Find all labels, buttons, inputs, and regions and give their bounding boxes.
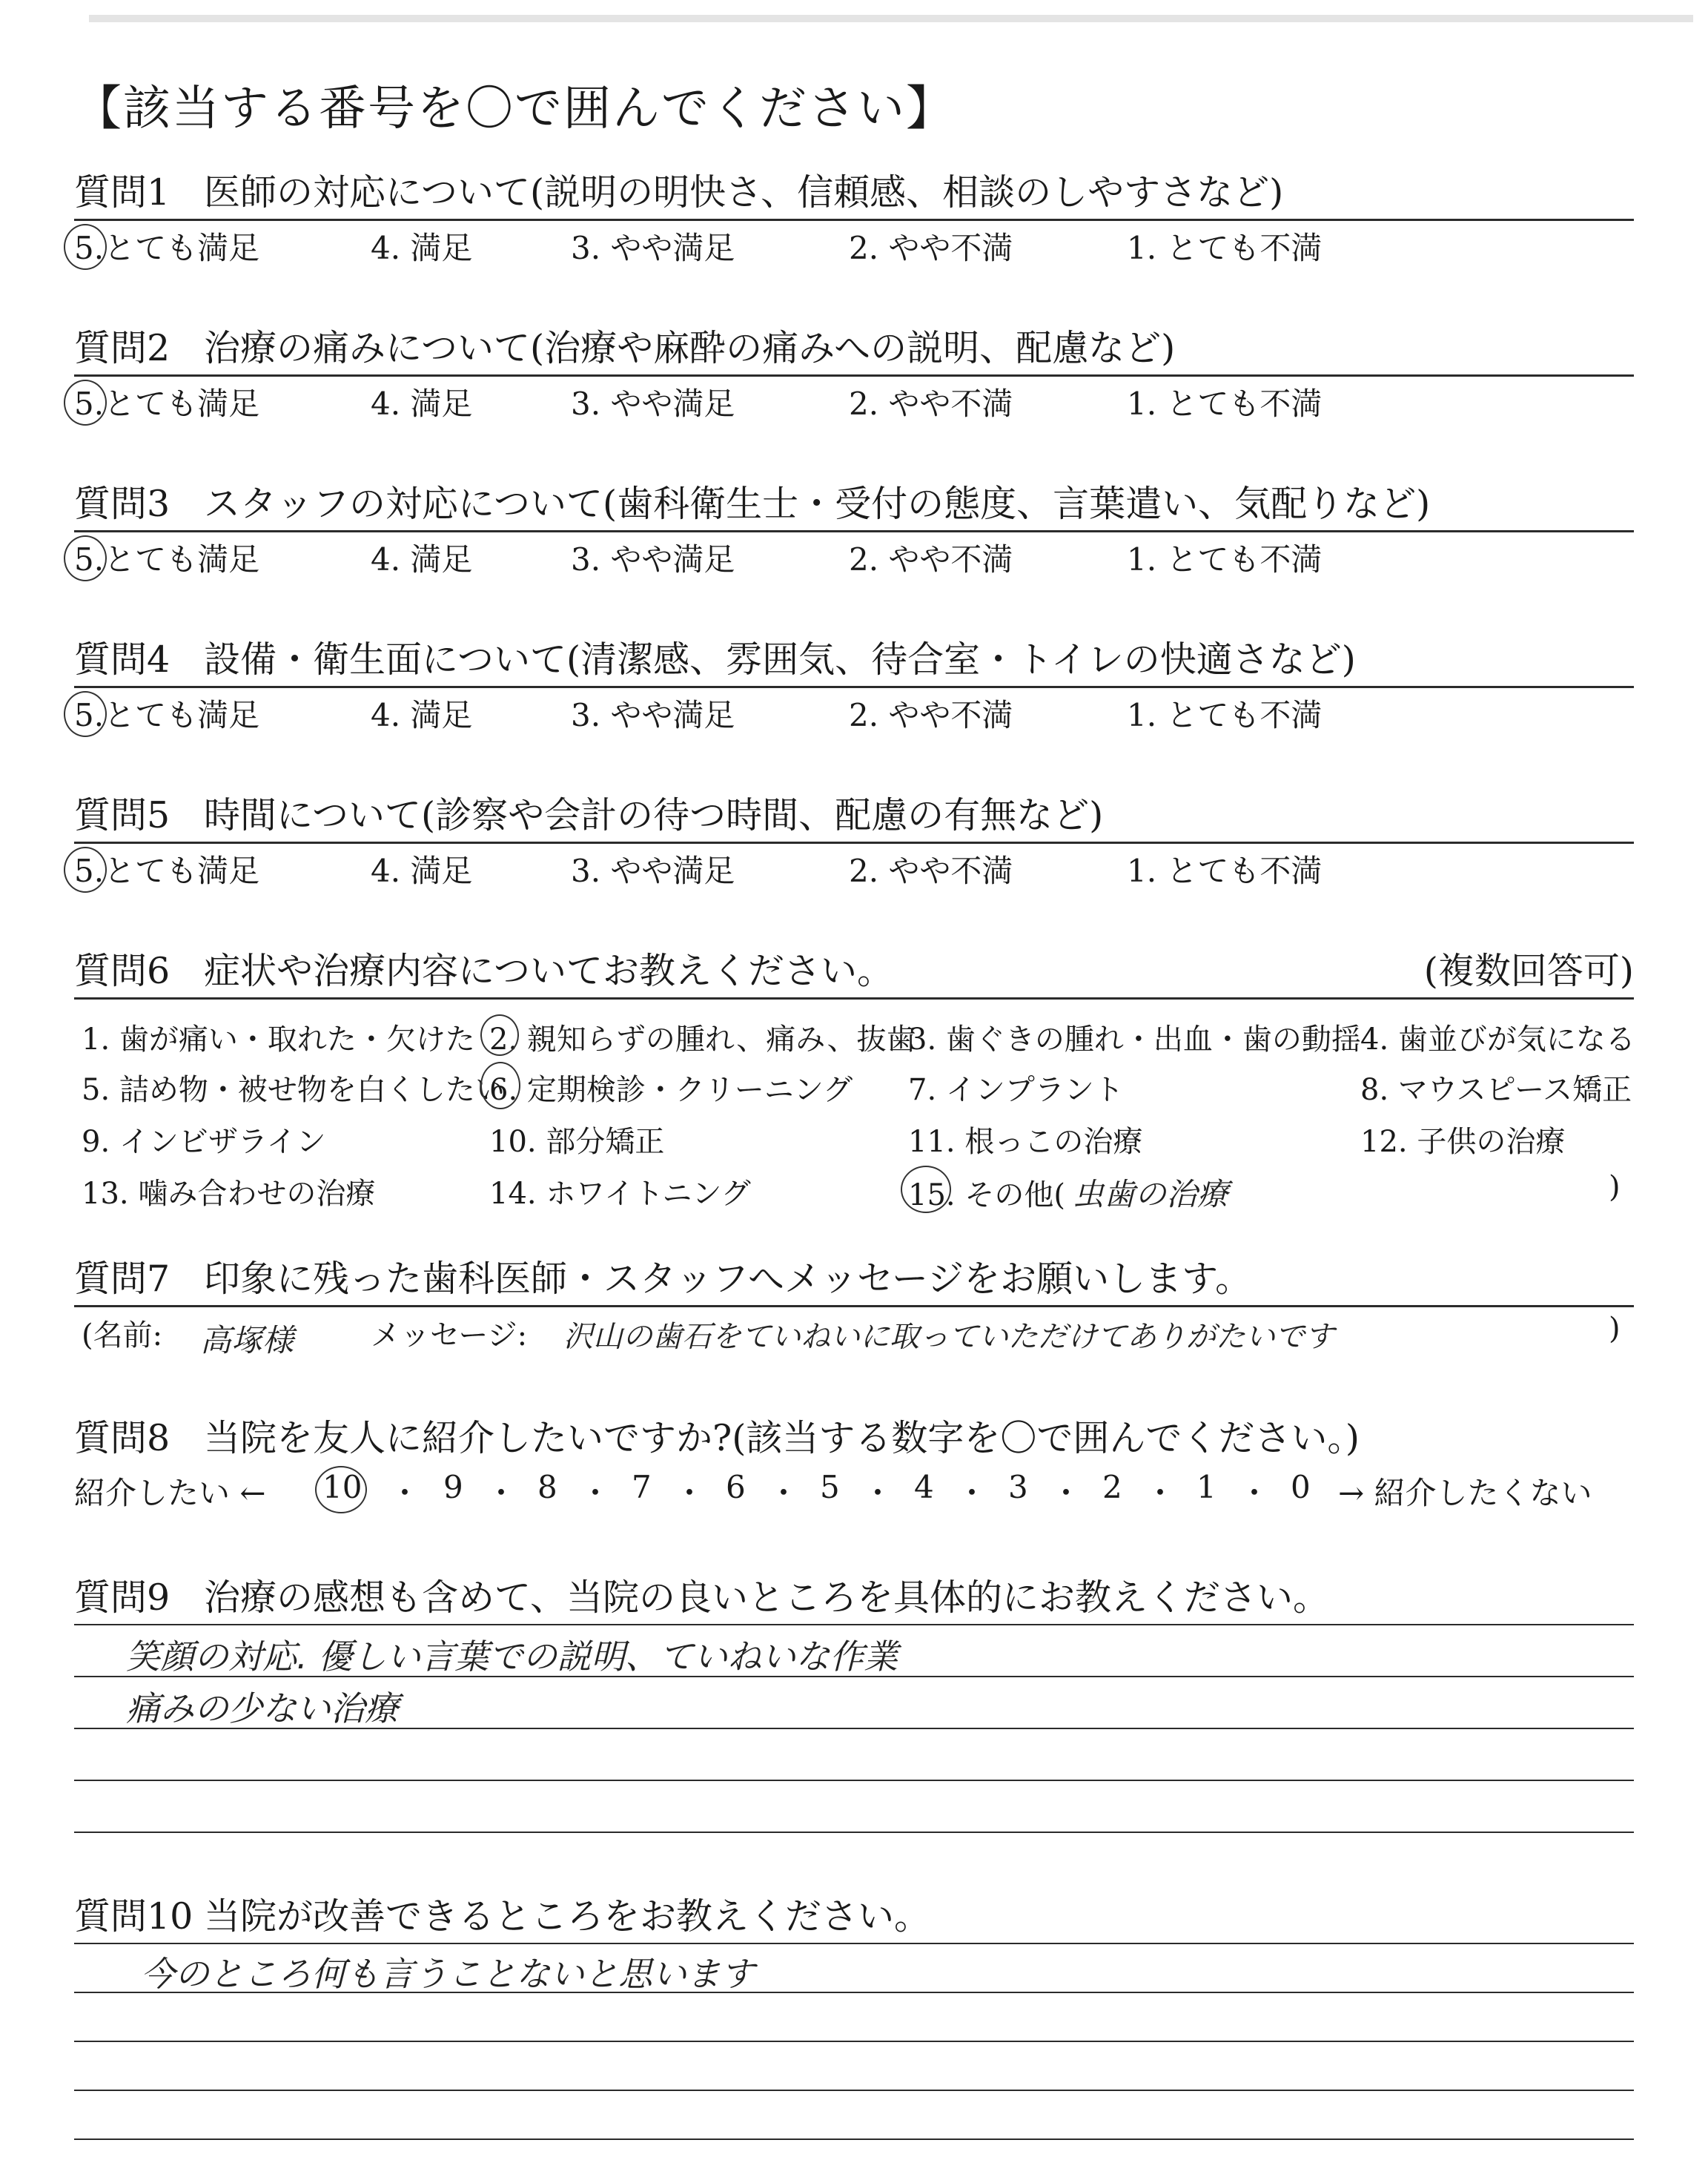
rating-option-3[interactable]: 3. やや満足 <box>571 697 735 733</box>
rating-option-2[interactable]: 2. やや不満 <box>849 386 1013 422</box>
question-number: 質問8 <box>74 1417 171 1459</box>
rating-option-4[interactable]: 4. 満足 <box>371 697 473 733</box>
question-7 <box>74 1253 1634 1358</box>
handwritten-answer-line-1: 笑顔の対応. 優しい言葉での説明、ていねいな作業 <box>126 1636 898 1677</box>
answer-line <box>74 1780 1634 1781</box>
scale-separator: ・ <box>1145 1475 1176 1511</box>
question-text: 設備・衛生面について(清潔感、雰囲気、待合室・トイレの快適さなど) <box>204 638 1356 681</box>
question-2 <box>74 323 1634 421</box>
question-4 <box>74 634 1634 733</box>
question-text: スタッフの対応について(歯科衛生士・受付の態度、言葉遣い、気配りなど) <box>204 483 1431 525</box>
rating-option-1[interactable]: 1. とても不満 <box>1127 697 1323 733</box>
selection-circle <box>64 224 107 270</box>
scale-separator: ・ <box>674 1475 706 1511</box>
rating-option-5[interactable]: 5.とても満足 <box>74 847 259 891</box>
scale-right-label: → 紹介したくない <box>1338 1475 1592 1511</box>
question-number: 質問5 <box>74 794 171 836</box>
rating-option-4[interactable]: 4. 満足 <box>371 853 473 889</box>
symptom-option-4[interactable]: 4. 歯並びが気になる <box>1360 1023 1635 1057</box>
question-number: 質問1 <box>74 171 171 214</box>
rating-options <box>74 221 1634 265</box>
answer-line <box>74 1624 1634 1625</box>
symptom-option-11[interactable]: 11. 根っこの治療 <box>908 1125 1143 1159</box>
selection-circle <box>315 1466 367 1513</box>
other-close-paren: ) <box>1609 1170 1621 1204</box>
answer-area[interactable] <box>74 1624 1634 1906</box>
rating-option-1[interactable]: 1. とても不満 <box>1127 230 1323 266</box>
question-3 <box>74 478 1634 577</box>
symptom-option-12[interactable]: 12. 子供の治療 <box>1360 1125 1566 1159</box>
question-number: 質問10 <box>74 1895 193 1938</box>
scale-3[interactable]: 3 <box>1008 1469 1028 1505</box>
scale-separator: ・ <box>1239 1475 1271 1511</box>
scale-separator: ・ <box>768 1475 800 1511</box>
rating-options <box>74 688 1634 733</box>
scale-8[interactable]: 8 <box>537 1469 557 1505</box>
answer-line <box>74 1943 1634 1944</box>
question-text: 症状や治療内容についてお教えください。 <box>204 950 894 992</box>
question-text: 医師の対応について(説明の明快さ、信頼感、相談のしやすさなど) <box>204 171 1284 214</box>
scale-10[interactable]: 10 <box>322 1469 362 1505</box>
scale-1[interactable]: 1 <box>1196 1469 1217 1505</box>
rating-option-1[interactable]: 1. とても不満 <box>1127 386 1323 422</box>
question-5 <box>74 790 1634 888</box>
scale-separator: ・ <box>486 1475 517 1511</box>
scale-left-label: 紹介したい ← <box>74 1475 266 1511</box>
answer-line <box>74 2138 1634 2140</box>
symptom-option-14[interactable]: 14. ホワイトニング <box>489 1177 751 1211</box>
message-close-paren: ) <box>1609 1312 1621 1346</box>
question-8 <box>74 1413 1634 1509</box>
recommend-scale <box>74 1464 1634 1509</box>
symptom-option-15[interactable]: 15. その他( 虫歯の治療 <box>908 1170 1228 1215</box>
answer-line <box>74 1832 1634 1833</box>
symptom-option-9[interactable]: 9. インビザライン <box>82 1125 326 1159</box>
answer-line <box>74 2090 1634 2091</box>
rating-option-2[interactable]: 2. やや不満 <box>849 230 1013 266</box>
scale-7[interactable]: 7 <box>632 1469 652 1505</box>
rating-option-2[interactable]: 2. やや不満 <box>849 853 1013 889</box>
symptom-option-13[interactable]: 13. 噛み合わせの治療 <box>82 1177 376 1211</box>
selection-circle <box>64 380 107 426</box>
rating-option-5[interactable]: 5.とても満足 <box>74 380 259 424</box>
scale-0[interactable]: 0 <box>1291 1469 1311 1505</box>
rating-option-3[interactable]: 3. やや満足 <box>571 386 735 422</box>
question-6 <box>74 945 1634 1215</box>
question-number: 質問6 <box>74 950 171 992</box>
rating-options <box>74 844 1634 888</box>
rating-options <box>74 377 1634 421</box>
symptom-option-1[interactable]: 1. 歯が痛い・取れた・欠けた <box>82 1023 475 1057</box>
question-text: 当院が改善できるところをお教えください。 <box>204 1895 931 1938</box>
scale-separator: ・ <box>1050 1475 1082 1511</box>
handwritten-message: 沢山の歯石をていねいに取っていただけてありがたいです <box>563 1320 1334 1354</box>
symptom-options <box>74 1000 1634 1215</box>
scale-4[interactable]: 4 <box>914 1469 934 1505</box>
rating-option-5[interactable]: 5.とても満足 <box>74 535 259 580</box>
other-handwritten-answer: 虫歯の治療 <box>1072 1176 1228 1212</box>
question-10 <box>74 1891 1634 2158</box>
answer-line <box>74 2041 1634 2042</box>
name-label: (名前: <box>82 1318 163 1353</box>
question-text: 当院を友人に紹介したいですか?(該当する数字を〇で囲んでください。) <box>204 1417 1360 1459</box>
question-9 <box>74 1572 1634 1906</box>
question-number: 質問3 <box>74 483 171 525</box>
scale-2[interactable]: 2 <box>1102 1469 1122 1505</box>
scale-separator: ・ <box>580 1475 612 1511</box>
handwritten-name: 高塚様 <box>200 1322 294 1358</box>
rating-option-1[interactable]: 1. とても不満 <box>1127 853 1323 889</box>
selection-circle <box>901 1166 951 1213</box>
question-text: 印象に残った歯科医師・スタッフへメッセージをお願いします。 <box>204 1258 1252 1300</box>
rating-options <box>74 532 1634 577</box>
question-number: 質問7 <box>74 1258 171 1300</box>
rating-option-1[interactable]: 1. とても不満 <box>1127 541 1323 578</box>
selection-circle <box>64 535 107 581</box>
question-1 <box>74 167 1634 265</box>
symptom-option-6[interactable]: 6. 定期検診・クリーニング <box>489 1066 853 1109</box>
scale-separator: ・ <box>956 1475 988 1511</box>
selection-circle <box>64 691 107 737</box>
question-number: 質問4 <box>74 638 171 681</box>
rating-option-4[interactable]: 4. 満足 <box>371 386 473 422</box>
symptom-option-8[interactable]: 8. マウスピース矯正 <box>1360 1073 1632 1107</box>
handwritten-answer-line-1: 今のところ何も言うことないと思います <box>141 1954 755 1994</box>
question-number: 質問2 <box>74 327 171 369</box>
answer-area[interactable] <box>74 1943 1634 2158</box>
rating-option-2[interactable]: 2. やや不満 <box>849 541 1013 578</box>
rating-option-5[interactable]: 5.とても満足 <box>74 224 259 268</box>
rating-option-3[interactable]: 3. やや満足 <box>571 853 735 889</box>
question-text: 時間について(診察や会計の待つ時間、配慮の有無など) <box>204 794 1104 836</box>
scale-separator: ・ <box>862 1475 894 1511</box>
multiple-answer-note: (複数回答可) <box>1423 950 1634 992</box>
scale-9[interactable]: 9 <box>443 1469 463 1505</box>
rating-option-4[interactable]: 4. 満足 <box>371 541 473 578</box>
page-title: 【該当する番号を〇で囲んでください】 <box>74 82 955 136</box>
selection-circle <box>480 1062 520 1109</box>
rating-option-4[interactable]: 4. 満足 <box>371 230 473 266</box>
message-line <box>74 1307 1634 1358</box>
question-text: 治療の痛みについて(治療や麻酔の痛みへの説明、配慮など) <box>204 327 1176 369</box>
question-number: 質問9 <box>74 1576 171 1619</box>
rating-option-2[interactable]: 2. やや不満 <box>849 697 1013 733</box>
selection-circle <box>64 847 107 893</box>
scale-6[interactable]: 6 <box>726 1469 746 1505</box>
symptom-option-7[interactable]: 7. インプラント <box>908 1073 1124 1107</box>
symptom-option-2[interactable]: 2. 親知らずの腫れ、痛み、抜歯 <box>489 1016 916 1058</box>
rating-option-5[interactable]: 5.とても満足 <box>74 691 259 736</box>
symptom-option-10[interactable]: 10. 部分矯正 <box>489 1125 665 1159</box>
scale-5[interactable]: 5 <box>820 1469 840 1505</box>
question-text: 治療の感想も含めて、当院の良いところを具体的にお教えください。 <box>204 1576 1330 1619</box>
symptom-option-3[interactable]: 3. 歯ぐきの腫れ・出血・歯の動揺 <box>908 1023 1361 1057</box>
rating-option-3[interactable]: 3. やや満足 <box>571 541 735 578</box>
scan-top-edge <box>89 15 1693 22</box>
scale-separator: ・ <box>389 1475 421 1511</box>
rating-option-3[interactable]: 3. やや満足 <box>571 230 735 266</box>
handwritten-answer-line-2: 痛みの少ない治療 <box>126 1688 399 1728</box>
symptom-option-5[interactable]: 5. 詰め物・被せ物を白くしたい <box>82 1073 505 1107</box>
selection-circle <box>480 1014 519 1056</box>
message-label: メッセージ: <box>371 1318 528 1353</box>
